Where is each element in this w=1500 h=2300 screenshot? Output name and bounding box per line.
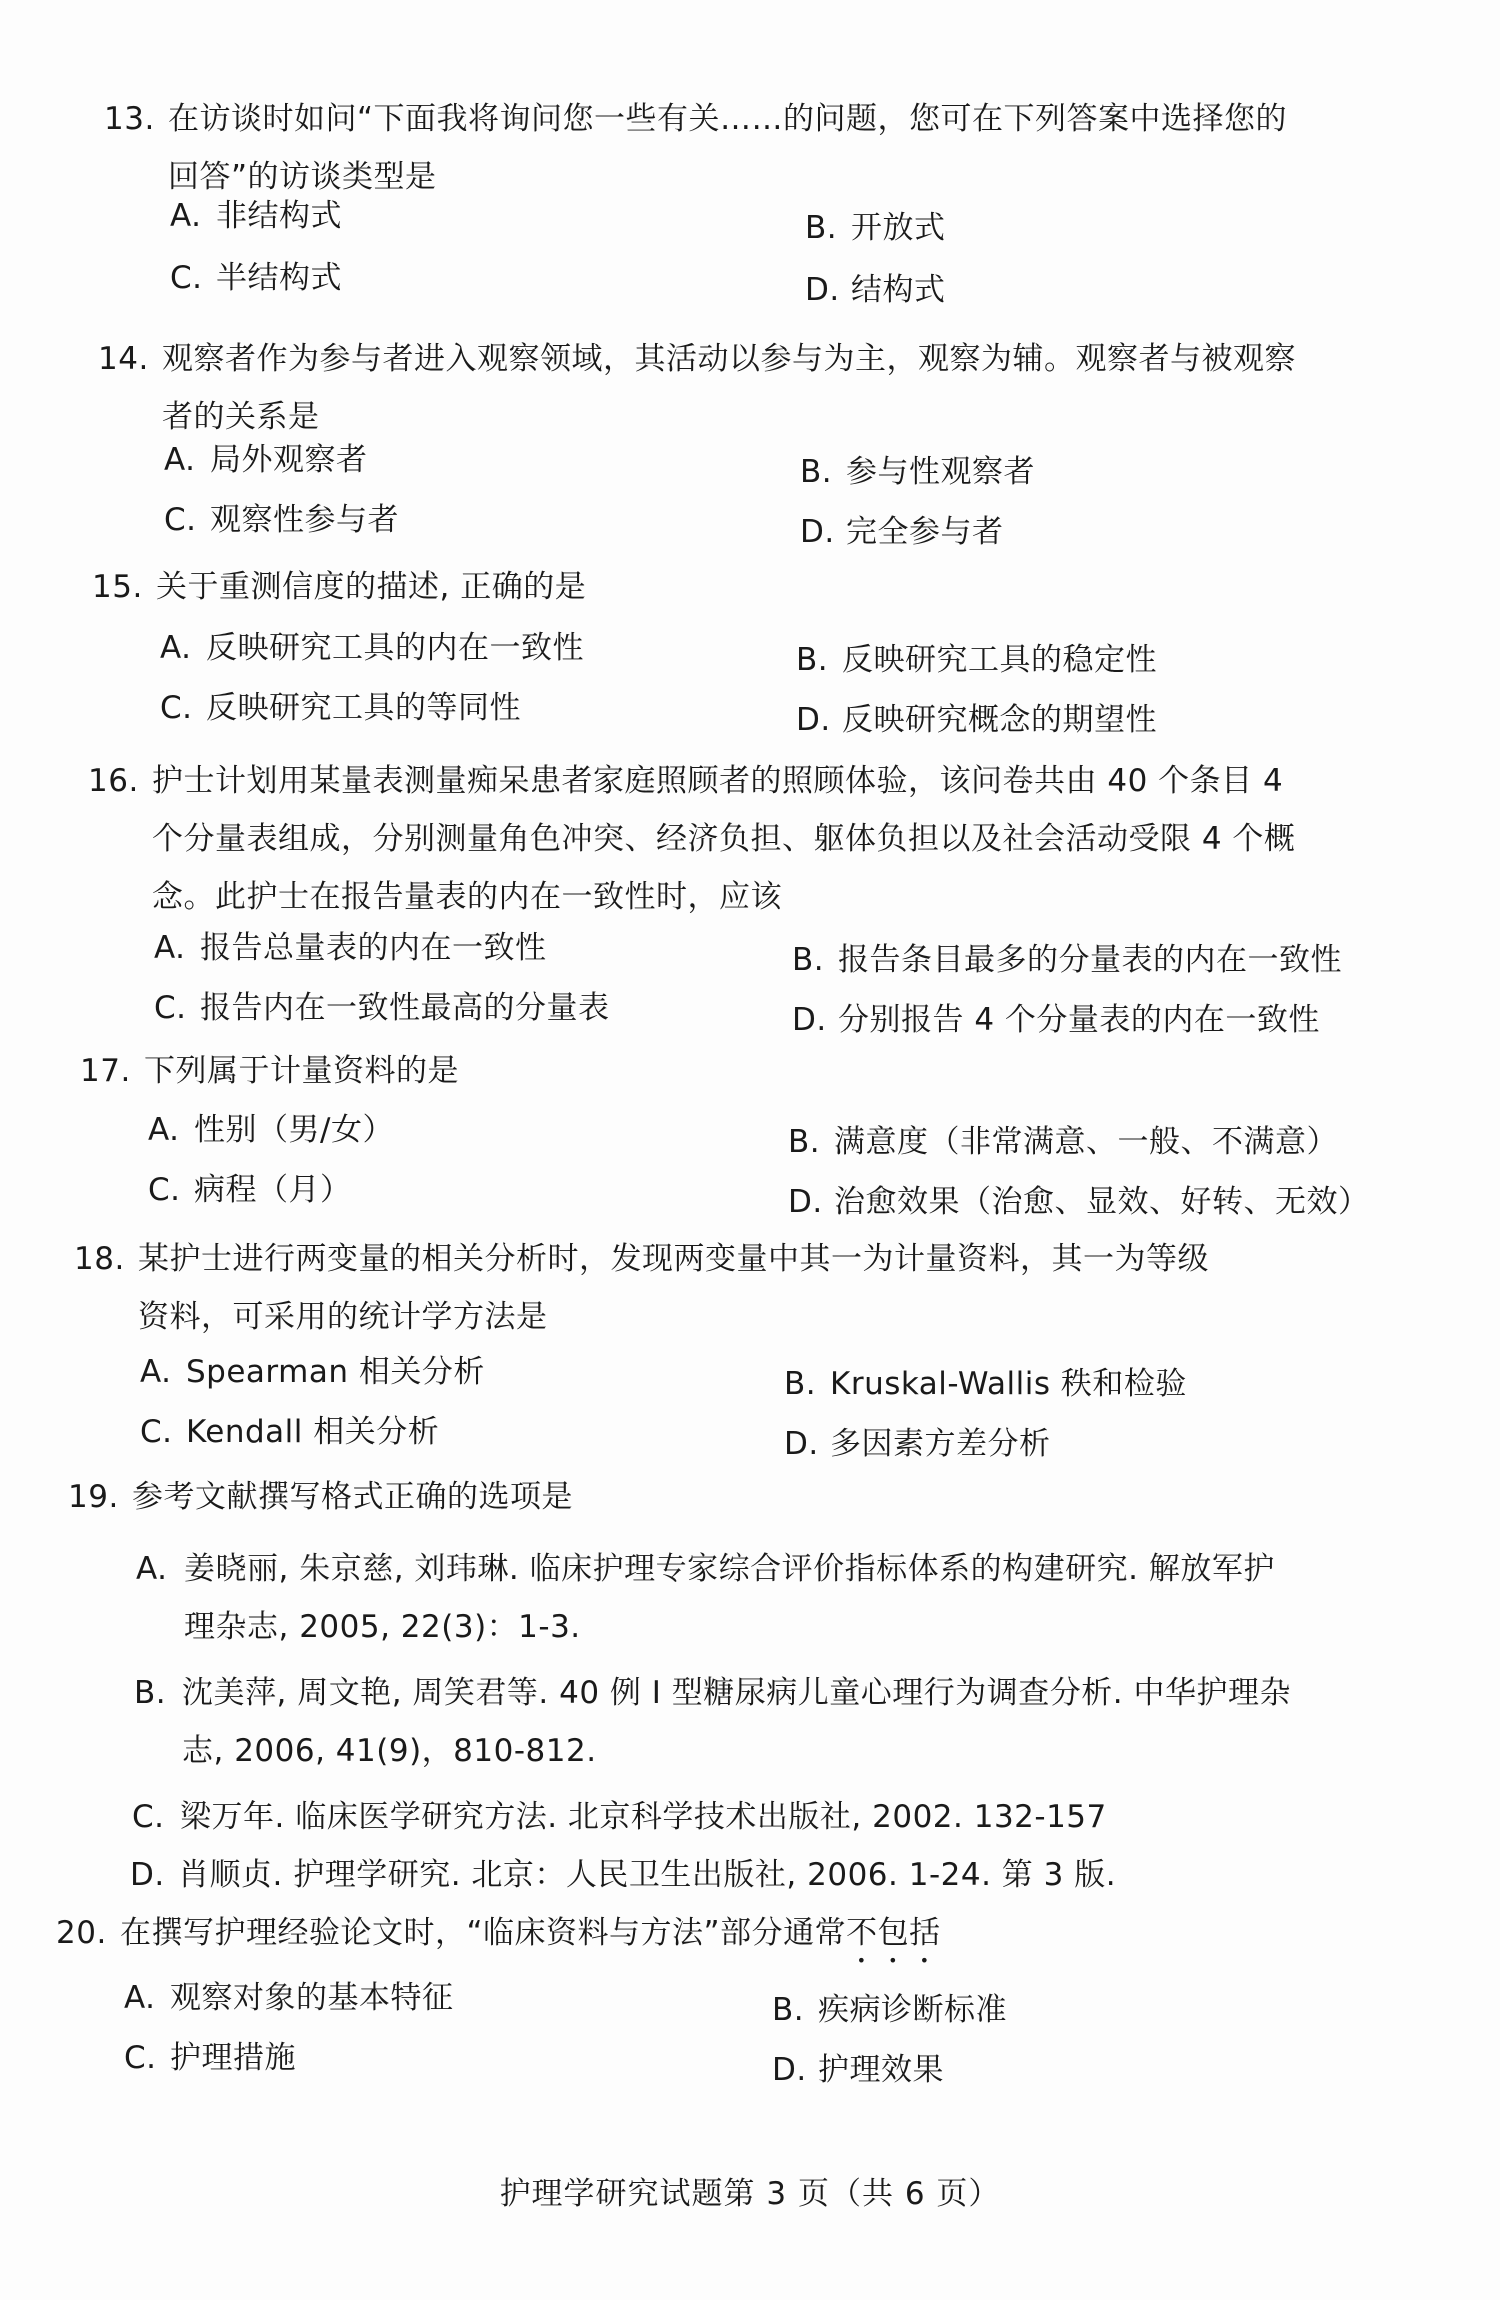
- question-17-option-a[interactable]: A. 性别（男/女）: [148, 1112, 394, 1148]
- question-15-option-c[interactable]: C. 反映研究工具的等同性: [160, 690, 521, 726]
- question-20-option-b[interactable]: B. 疾病诊断标准: [772, 1992, 1007, 2028]
- question-number: 19.: [68, 1479, 119, 1515]
- question-19-option-d[interactable]: D. 肖顺贞. 护理学研究. 北京：人民卫生出版社, 2006. 1-24. 第 3 版.: [130, 1857, 1117, 1893]
- question-14-option-a[interactable]: A. 局外观察者: [164, 442, 368, 478]
- question-15-option-d[interactable]: D. 反映研究概念的期望性: [796, 702, 1157, 738]
- question-15-option-a[interactable]: A. 反映研究工具的内在一致性: [160, 630, 584, 666]
- question-20-stem: 20. 在撰写护理经验论文时，“临床资料与方法”部分通常不包括: [56, 1904, 1396, 1970]
- question-13-stem: 13. 在访谈时如问“下面我将询问您一些有关……的问题，您可在下列答案中选择您的 回答”的访谈类型是: [104, 90, 1444, 206]
- question-19-option-b[interactable]: B. 沈美萍, 周文艳, 周笑君等. 40 例 I 型糖尿病儿童心理行为调查分析. 中华护理杂 志, 2006, 41(9)，810-812.: [134, 1675, 1291, 1769]
- question-18-option-d[interactable]: D. 多因素方差分析: [784, 1426, 1051, 1462]
- question-19-stem: 19. 参考文献撰写格式正确的选项是: [68, 1468, 1408, 1526]
- question-13-option-b[interactable]: B. 开放式: [805, 210, 946, 246]
- question-number: 20.: [56, 1915, 107, 1951]
- question-16-option-d[interactable]: D. 分别报告 4 个分量表的内在一致性: [792, 1002, 1320, 1038]
- page-footer: 护理学研究试题第 3 页（共 6 页）: [499, 2176, 1001, 2212]
- question-14-option-b[interactable]: B. 参与性观察者: [800, 454, 1035, 490]
- question-20-option-c[interactable]: C. 护理措施: [124, 2040, 296, 2076]
- question-number: 18.: [74, 1241, 125, 1277]
- question-number: 14.: [98, 341, 149, 377]
- question-number: 13.: [104, 101, 155, 137]
- question-19-option-a[interactable]: A. 姜晓丽, 朱京慈, 刘玮琳. 临床护理专家综合评价指标体系的构建研究. 解放军护 理杂志, 2005, 22(3)：1-3.: [136, 1551, 1275, 1645]
- question-14-option-d[interactable]: D. 完全参与者: [800, 514, 1004, 550]
- question-18-option-b[interactable]: B. Kruskal-Wallis 秩和检验: [784, 1366, 1187, 1402]
- question-number: 15.: [92, 569, 143, 605]
- question-number: 17.: [80, 1053, 131, 1089]
- emphasized-text: 不包括: [846, 1915, 941, 1951]
- question-18-option-a[interactable]: A. Spearman 相关分析: [140, 1354, 485, 1390]
- question-19-option-c[interactable]: C. 梁万年. 临床医学研究方法. 北京科学技术出版社, 2002. 132-157: [132, 1799, 1107, 1835]
- question-18-stem: 18. 某护士进行两变量的相关分析时，发现两变量中其一为计量资料，其一为等级 资料，可采用的统计学方法是: [74, 1230, 1414, 1346]
- question-20-option-a[interactable]: A. 观察对象的基本特征: [124, 1980, 454, 2016]
- question-16-option-a[interactable]: A. 报告总量表的内在一致性: [154, 930, 547, 966]
- question-16-stem: 16. 护士计划用某量表测量痴呆患者家庭照顾者的照顾体验，该问卷共由 40 个条目 4 个分量表组成，分别测量角色冲突、经济负担、躯体负担以及社会活动受限 4 个概 念。此护士在报告量表的内在一致性时，应该: [88, 752, 1428, 926]
- question-18-option-c[interactable]: C. Kendall 相关分析: [140, 1414, 440, 1450]
- question-17-stem: 17. 下列属于计量资料的是: [80, 1042, 1420, 1100]
- question-13-option-a[interactable]: A. 非结构式: [170, 198, 342, 234]
- question-16-option-b[interactable]: B. 报告条目最多的分量表的内在一致性: [792, 942, 1342, 978]
- question-number: 16.: [88, 763, 139, 799]
- question-17-option-c[interactable]: C. 病程（月）: [148, 1172, 352, 1208]
- question-14-option-c[interactable]: C. 观察性参与者: [164, 502, 399, 538]
- question-15-option-b[interactable]: B. 反映研究工具的稳定性: [796, 642, 1157, 678]
- question-15-stem: 15. 关于重测信度的描述, 正确的是: [92, 558, 1432, 616]
- question-13-option-c[interactable]: C. 半结构式: [170, 260, 342, 296]
- question-13-option-d[interactable]: D. 结构式: [805, 272, 946, 308]
- question-17-option-d[interactable]: D. 治愈效果（治愈、显效、好转、无效）: [788, 1184, 1370, 1220]
- question-14-stem: 14. 观察者作为参与者进入观察领域，其活动以参与为主，观察为辅。观察者与被观察 者的关系是: [98, 330, 1438, 446]
- question-16-option-c[interactable]: C. 报告内在一致性最高的分量表: [154, 990, 610, 1026]
- question-20-option-d[interactable]: D. 护理效果: [772, 2052, 944, 2088]
- question-17-option-b[interactable]: B. 满意度（非常满意、一般、不满意）: [788, 1124, 1338, 1160]
